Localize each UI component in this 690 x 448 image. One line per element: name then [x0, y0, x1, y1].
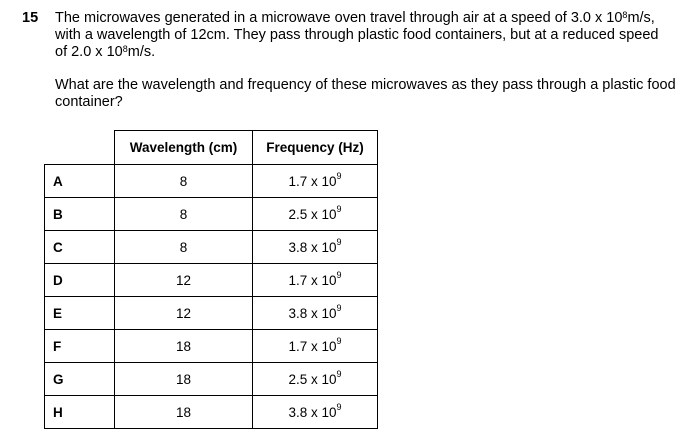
table-row — [45, 165, 378, 198]
stem-line3-unit: m/s. — [127, 44, 156, 60]
stem-line3-exponent: 8 — [122, 44, 128, 54]
option-frequency — [253, 396, 378, 429]
stem-line1-exponent: 8 — [622, 10, 628, 20]
frequency-exponent: 9 — [336, 335, 342, 346]
question-paragraph-1 — [55, 10, 685, 61]
stem-line1-unit: m/s, — [627, 10, 655, 26]
option-frequency — [253, 165, 378, 198]
option-wavelength: 8 — [115, 198, 253, 231]
option-wavelength: 18 — [115, 396, 253, 429]
table-header-row — [45, 131, 378, 165]
stem-line3-text: of 2.0 x 10 — [55, 44, 123, 60]
question-prompt: What are the wavelength and frequency of these microwaves as they pass through a plastic food container? — [55, 77, 676, 110]
table-row — [45, 396, 378, 429]
option-letter: A — [45, 165, 115, 198]
stem-line2-text: with a wavelength of 12cm. They pass through plastic food containers, but at a reduced speed — [55, 27, 659, 43]
option-letter: D — [45, 264, 115, 297]
option-frequency — [253, 231, 378, 264]
frequency-exponent: 9 — [336, 302, 342, 313]
frequency-base: 1.7 x 10 — [288, 173, 337, 189]
stem-line1-text: The microwaves generated in a microwave oven travel through air at a speed of 3.0 x 10 — [55, 10, 623, 26]
frequency-exponent: 9 — [336, 368, 342, 379]
table-row — [45, 330, 378, 363]
frequency-base: 3.8 x 10 — [288, 305, 337, 321]
frequency-exponent: 9 — [336, 401, 342, 412]
option-frequency — [253, 297, 378, 330]
option-wavelength: 18 — [115, 363, 253, 396]
option-frequency — [253, 363, 378, 396]
table-row — [45, 264, 378, 297]
option-wavelength: 8 — [115, 165, 253, 198]
frequency-base: 2.5 x 10 — [288, 206, 337, 222]
answer-options-table — [44, 130, 378, 429]
option-letter: B — [45, 198, 115, 231]
table-row — [45, 363, 378, 396]
frequency-exponent: 9 — [336, 236, 342, 247]
table-row — [45, 198, 378, 231]
frequency-exponent: 9 — [336, 269, 342, 280]
option-letter: H — [45, 396, 115, 429]
header-wavelength: Wavelength (cm) — [115, 131, 253, 165]
option-letter: E — [45, 297, 115, 330]
option-letter: F — [45, 330, 115, 363]
question-number: 15 — [22, 10, 39, 26]
option-wavelength: 12 — [115, 297, 253, 330]
table-row — [45, 297, 378, 330]
option-wavelength: 18 — [115, 330, 253, 363]
option-frequency — [253, 198, 378, 231]
frequency-exponent: 9 — [336, 170, 342, 181]
option-frequency — [253, 264, 378, 297]
option-wavelength: 12 — [115, 264, 253, 297]
question-stem — [55, 10, 685, 111]
option-letter: G — [45, 363, 115, 396]
option-letter: C — [45, 231, 115, 264]
frequency-base: 2.5 x 10 — [288, 371, 337, 387]
header-blank-cell — [45, 131, 115, 165]
option-wavelength: 8 — [115, 231, 253, 264]
option-frequency — [253, 330, 378, 363]
frequency-base: 3.8 x 10 — [288, 404, 337, 420]
frequency-base: 1.7 x 10 — [288, 338, 337, 354]
frequency-exponent: 9 — [336, 203, 342, 214]
table-row — [45, 231, 378, 264]
frequency-base: 1.7 x 10 — [288, 272, 337, 288]
frequency-base: 3.8 x 10 — [288, 239, 337, 255]
header-frequency: Frequency (Hz) — [253, 131, 378, 165]
